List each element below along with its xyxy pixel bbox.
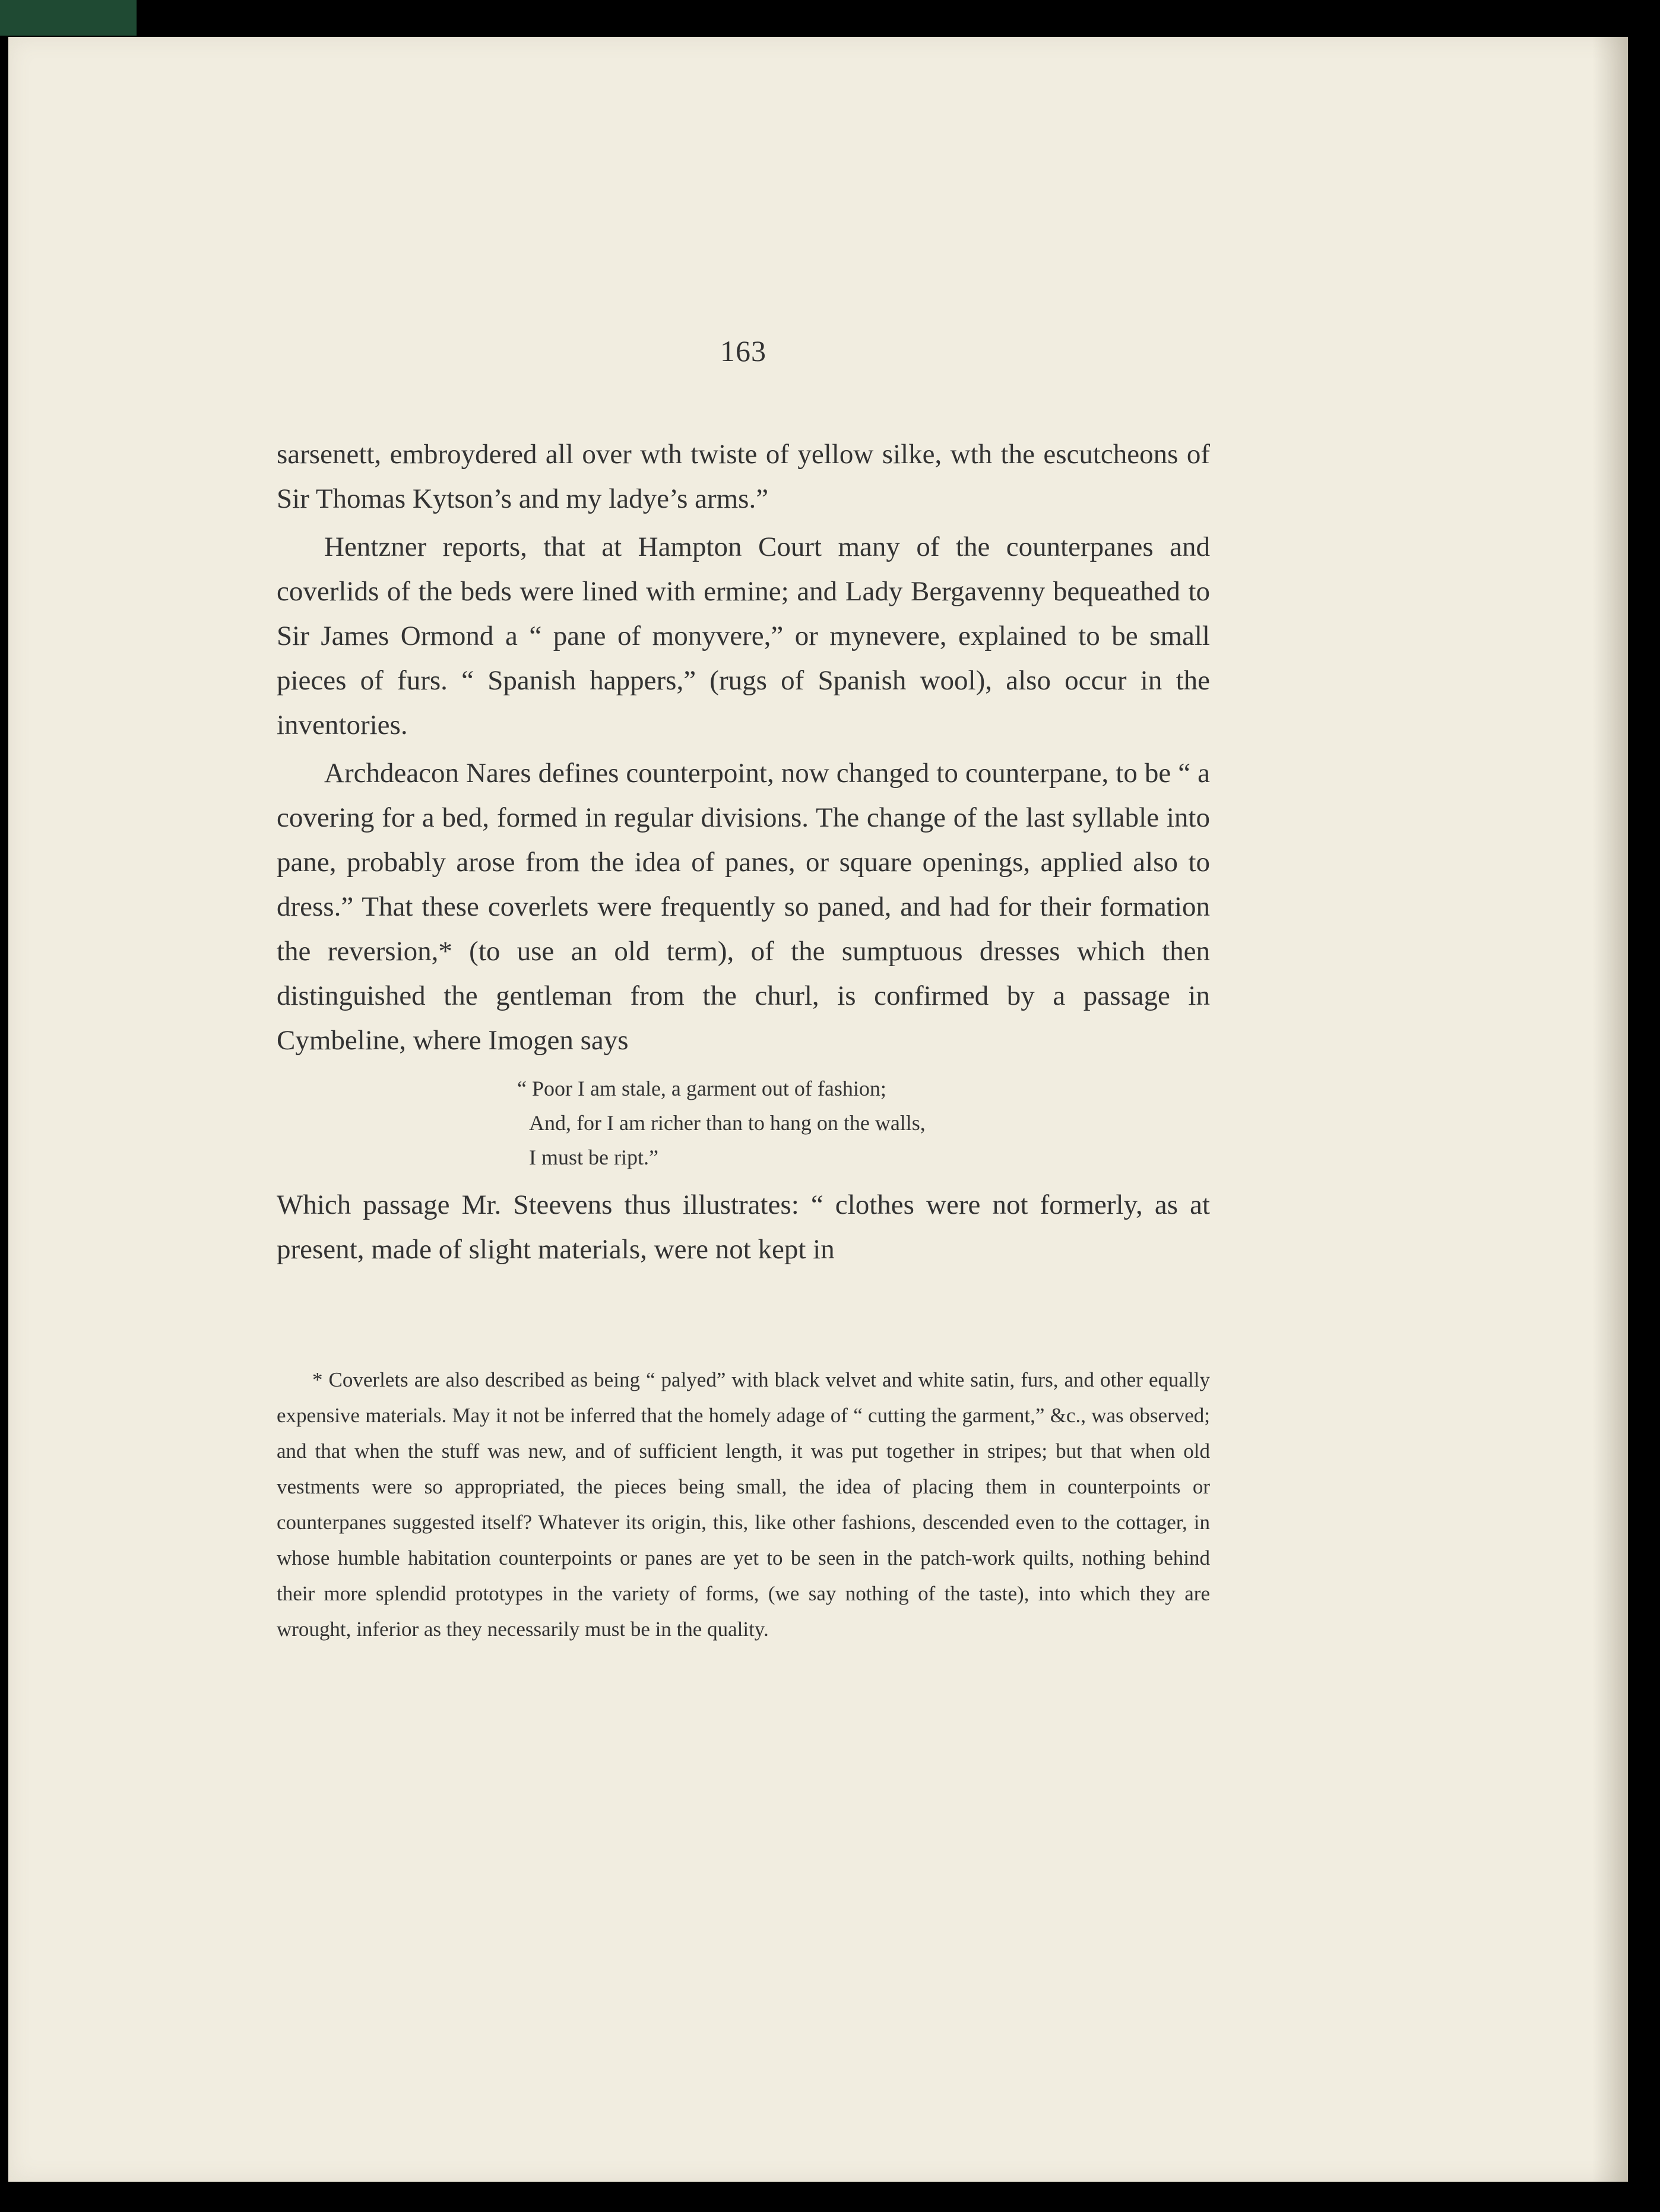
paragraph: Which passage Mr. Steevens thus illustrates: “ clothes were not formerly, as at present, made of slight materials, were not kept in xyxy=(277,1189,1210,1265)
paragraph: sarsenett, embroydered all over wth twiste of yellow silke, wth the escutcheons of Sir Thomas Kytson’s and my ladye’s arms.” xyxy=(277,439,1210,514)
paragraph: Hentzner reports, that at Hampton Court many of the counterpanes and coverlids of the beds were lined with ermine; and Lady Bergavenny bequeathed to Sir James Ormond a “ pane of monyvere,” or mynevere, explained to be small pieces of furs. “ Spanish happers,” (rugs of Spanish wool), also occur in the inventories. xyxy=(277,531,1210,741)
page-number: 163 xyxy=(720,334,766,368)
quote-line: And, for I am richer than to hang on the walls, xyxy=(529,1111,926,1135)
book-page xyxy=(8,37,1628,2182)
verse-quote xyxy=(517,1071,1210,1175)
body-text xyxy=(277,432,1210,1272)
footnote-text: * Coverlets are also described as being “ palyed” with black velvet and white satin, furs, and other equally expensive materials. May it not be inferred that the homely adage of “ cutting the garment,” &c., was observed; and that when the stuff was new, and of sufficient length, it was put together in stripes; but that when old vestments were so appropriated, the pieces being small, the idea of placing them in counterpoints or counterpanes suggested itself? Whatever its origin, this, like other fashions, descended even to the cottager, in whose humble habitation counterpoints or panes are yet to be seen in the patch-work quilts, nothing behind their more splendid prototypes in the variety of forms, (we say nothing of the taste), into which they are wrought, inferior as they necessarily must be in the quality. xyxy=(277,1368,1210,1641)
page-edge-shadow xyxy=(1592,37,1628,2182)
paragraph: Archdeacon Nares defines counterpoint, now changed to counterpane, to be “ a covering for a bed, formed in regular divisions. The change of the last syllable into pane, probably arose from the idea of panes, or square openings, applied also to dress.” That these coverlets were frequently so paned, and had for their formation the reversion,* (to use an old term), of the sumptuous dresses which then distinguished the gentleman from the churl, is confirmed by a passage in Cymbeline, where Imogen says xyxy=(277,758,1210,1056)
footnote xyxy=(277,1362,1210,1647)
quote-line: “ Poor I am stale, a garment out of fashion; xyxy=(517,1077,886,1100)
binding-edge xyxy=(0,0,137,36)
quote-line: I must be ript.” xyxy=(529,1145,658,1169)
